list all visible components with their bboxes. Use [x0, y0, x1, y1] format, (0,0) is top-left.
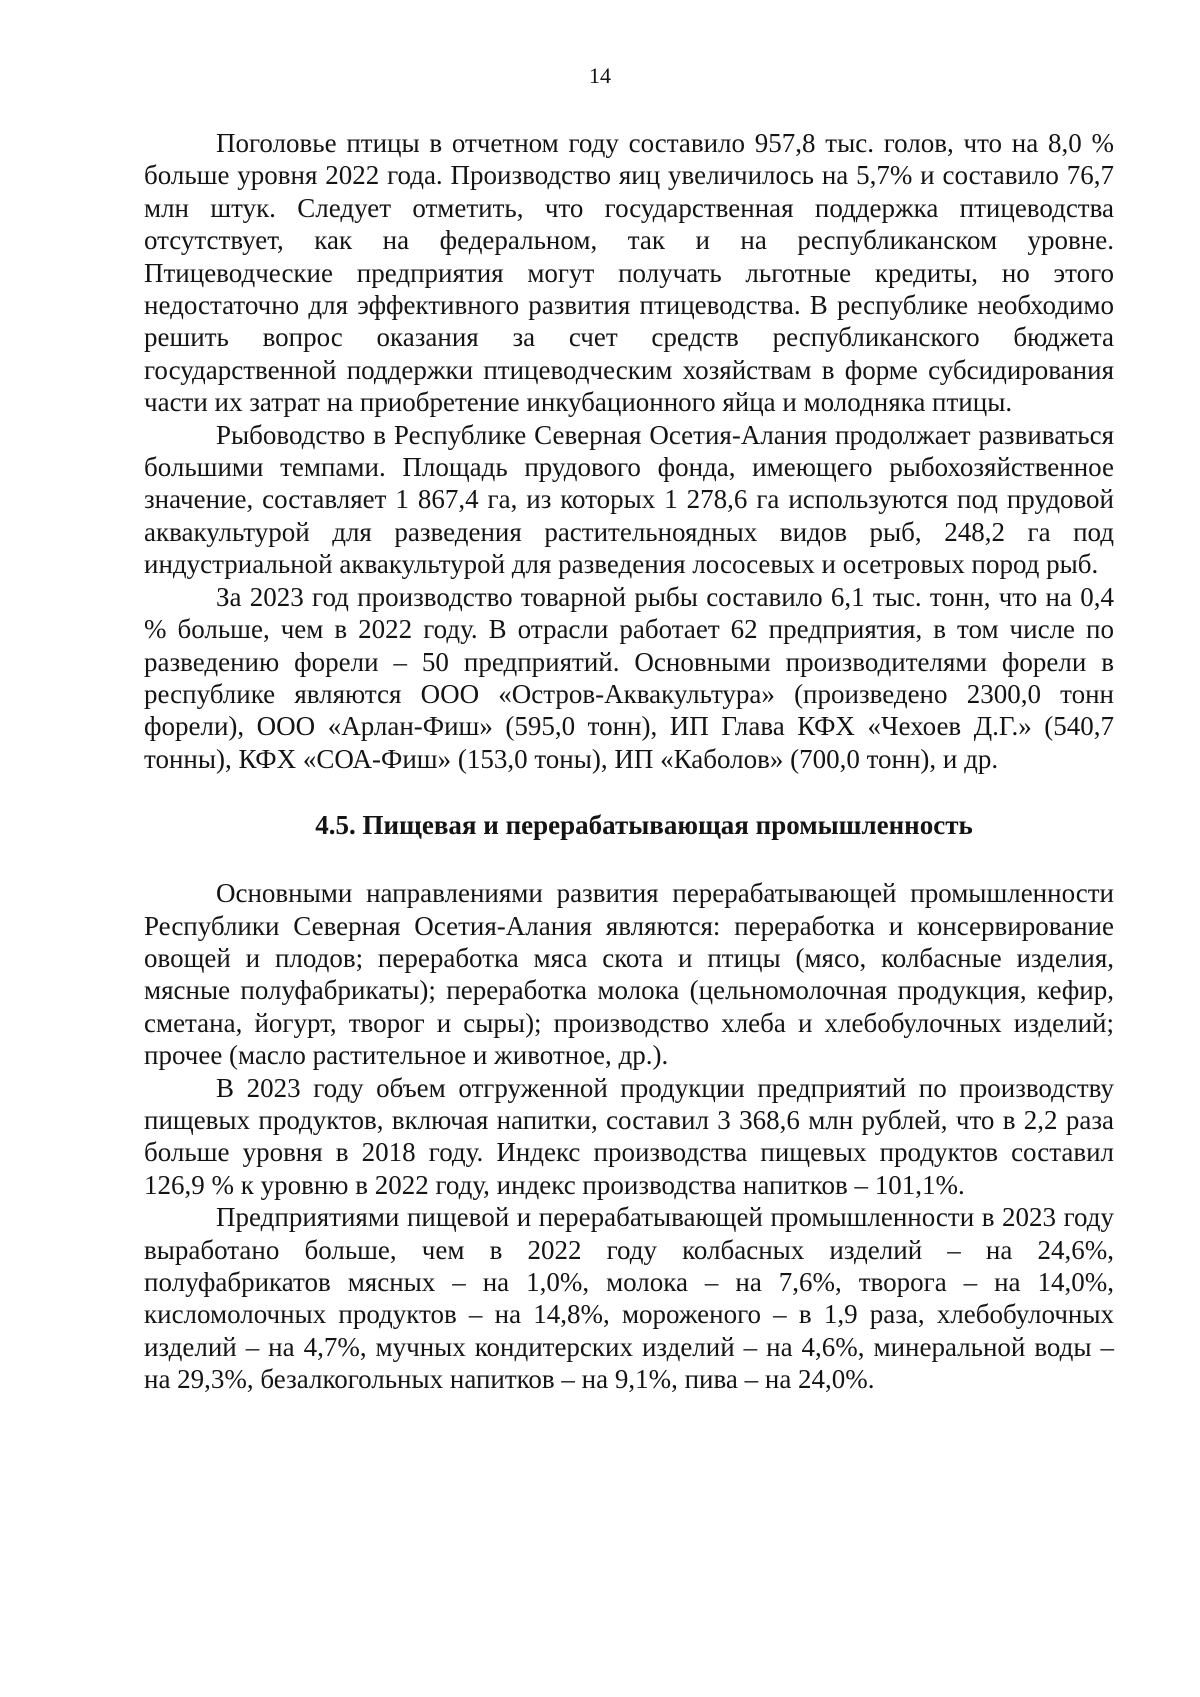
paragraph-fish-production: За 2023 год производство товарной рыбы составило 6,1 тыс. тонн, что на 0,4 % больше, чем в 2022 году. В отрасли работает 62 предприятия, в том числе по разведению форели – 50 предприятий. Основными производителями форели в республике являются ООО «Остров-Аквакультура» (произведено 2300,0 тонн форели), ООО «Арлан-Фиш» (595,0 тонн), ИП Глава КФХ «Чехоев Д.Г.» (540,7 тонны), КФХ «СОА-Фиш» (153,0 тоны), ИП «Каболов» (700,0 тонн), и др.	[144, 581, 1114, 774]
paragraph-processing-directions: Основными направлениями развития перерабатывающей промышленности Республики Северная Осетия-Алания являются: переработка и консервирование овощей и плодов; переработка мяса скота и птицы (мясо, колбасные изделия, мясные полуфабрикаты); переработка молока (цельномолочная продукция, кефир, сметана, йогурт, творог и сыры); производство хлеба и хлебобулочных изделий; прочее (масло растительное и животное, др.).	[144, 878, 1114, 1071]
paragraph-poultry: Поголовье птицы в отчетном году составило 957,8 тыс. голов, что на 8,0 % больше уровня 2022 года. Производство яиц увеличилось на 5,7% и составило 76,7 млн штук. Следует отметить, что государственная поддержка птицеводства отсутствует, как на федеральном, так и на республиканском уровне. Птицеводческие предприятия могут получать льготные кредиты, но этого недостаточно для эффективного развития птицеводства. В республике необходимо решить вопрос оказания за счет средств республиканского бюджета государственной поддержки птицеводческим хозяйствам в форме субсидирования части их затрат на приобретение инкубационного яйца и молодняка птицы.	[144, 128, 1114, 418]
section-heading: 4.5. Пищевая и перерабатывающая промышленность	[315, 810, 973, 841]
document-body	[144, 127, 1114, 1396]
paragraph-production-growth: Предприятиями пищевой и перерабатывающей промышленности в 2023 году выработано больше, чем в 2022 году колбасных изделий – на 24,6%, полуфабрикатов мясных – на 1,0%, молока – на 7,6%, творога – на 14,0%, кисломолочных продуктов – на 14,8%, мороженого – в 1,9 раза, хлебобулочных изделий – на 4,7%, мучных кондитерских изделий – на 4,6%, минеральной воды – на 29,3%, безалкогольных напитков – на 9,1%, пива – на 24,0%.	[144, 1202, 1114, 1395]
paragraph-fish-farming: Рыбоводство в Республике Северная Осетия-Алания продолжает развиваться большими темпами. Площадь прудового фонда, имеющего рыбохозяйственное значение, составляет 1 867,4 га, из которых 1 278,6 га используются под прудовой аквакультурой для разведения растительноядных видов рыб, 248,2 га под индустриальной аквакультурой для разведения лососевых и осетровых пород рыб.	[144, 419, 1114, 580]
page-number: 14	[589, 63, 611, 88]
paragraph-shipped-products: В 2023 году объем отгруженной продукции предприятий по производству пищевых продуктов, включая напитки, составил 3 368,6 млн рублей, что в 2,2 раза больше уровня в 2018 году. Индекс производства пищевых продуктов составил 126,9 % к уровню в 2022 году, индекс производства напитков – 101,1%.	[144, 1072, 1114, 1200]
